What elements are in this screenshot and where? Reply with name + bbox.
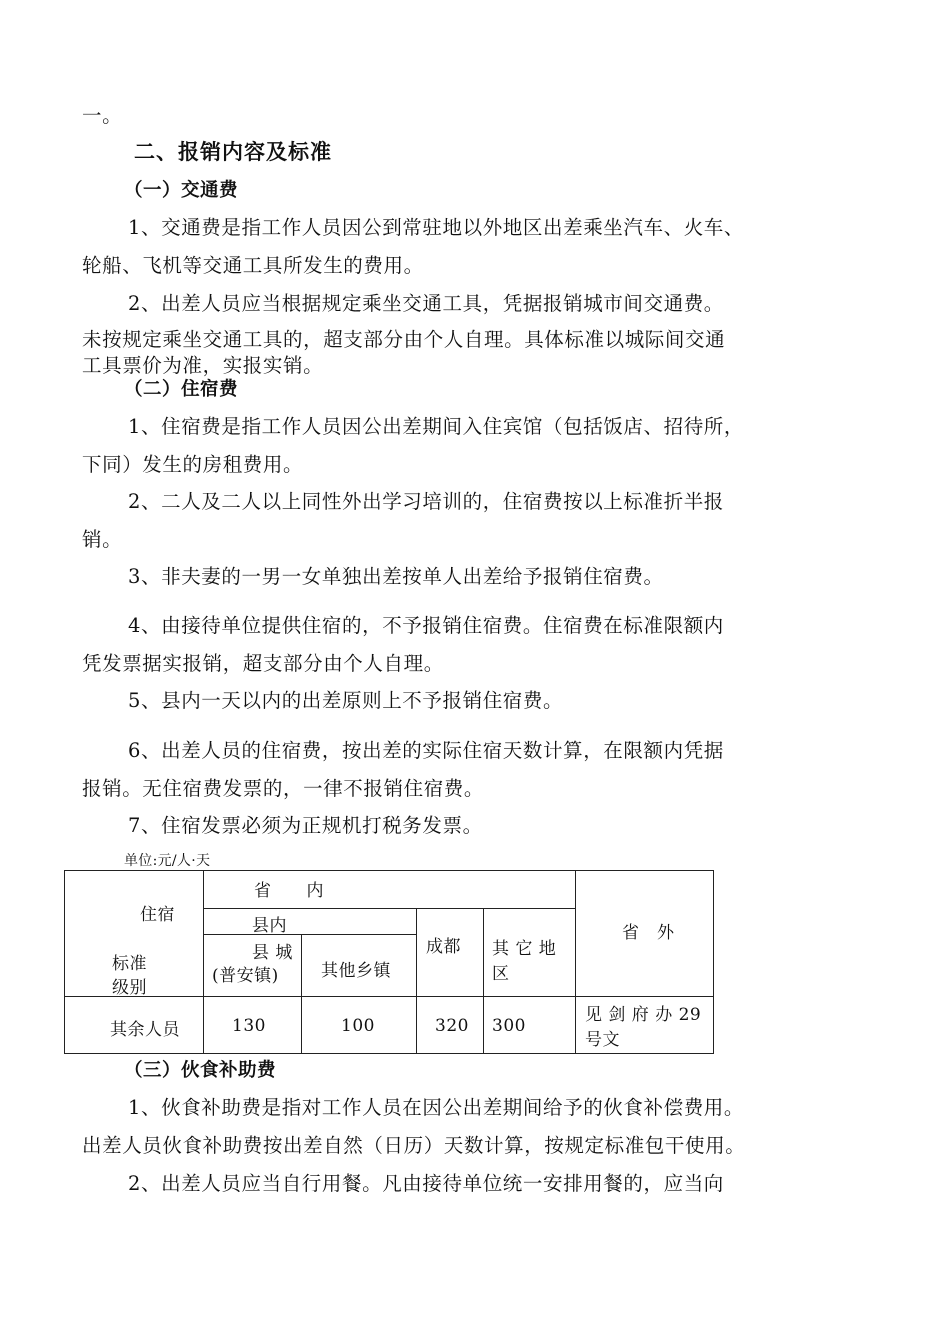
paragraph-meals-1-line-1: 1、伙食补助费是指对工作人员在因公出差期间给予的伙食补偿费用。	[128, 1096, 745, 1119]
paragraph-lodging-2-line-1: 2、二人及二人以上同性外出学习培训的，住宿费按以上标准折半报	[128, 490, 724, 513]
paragraph-lodging-5: 5、县内一天以内的出差原则上不予报销住宿费。	[128, 689, 564, 712]
continued-line-fragment: 一。	[82, 104, 123, 127]
table-cell-out-province: 见 剑 府 办 29	[585, 1005, 702, 1025]
table-cell-county-town: 130	[232, 1016, 266, 1036]
paragraph-transport-1-line-2: 轮船、飞机等交通工具所发生的费用。	[82, 254, 424, 277]
paragraph-transport-1-line-1: 1、交通费是指工作人员因公到常驻地以外地区出差乘坐汽车、火车、	[128, 216, 745, 239]
paragraph-transport-2-line-3: 工具票价为准，实报实销。	[82, 354, 324, 377]
table-cell-out-province-2: 号文	[585, 1030, 620, 1050]
table-hline-county	[203, 934, 416, 935]
table-corner-standard: 标准	[112, 954, 147, 974]
table-header-other-area-2: 区	[492, 964, 510, 984]
table-cell-other-towns: 100	[341, 1016, 375, 1036]
table-hline-province	[203, 908, 575, 909]
table-border-top	[64, 870, 714, 871]
lodging-standard-table	[64, 870, 714, 1054]
paragraph-lodging-4-line-2: 凭发票据实报销，超支部分由个人自理。	[82, 652, 444, 675]
table-vline-4	[483, 908, 484, 1054]
table-unit-note: 单位:元/人·天	[124, 853, 211, 869]
paragraph-meals-1-line-2: 出差人员伙食补助费按出差自然（日历）天数计算，按规定标准包干使用。	[82, 1134, 746, 1157]
table-header-out-province: 省 外	[622, 923, 675, 943]
paragraph-lodging-4-line-1: 4、由接待单位提供住宿的，不予报销住宿费。住宿费在标准限额内	[128, 614, 724, 637]
paragraph-meals-2: 2、出差人员应当自行用餐。凡由接待单位统一安排用餐的，应当向	[128, 1172, 724, 1195]
table-header-in-province: 省 内	[254, 881, 324, 901]
table-header-other-towns: 其他乡镇	[321, 961, 391, 981]
subsection-title-transport: （一）交通费	[124, 180, 239, 201]
table-border-right	[713, 870, 714, 1054]
paragraph-lodging-1-line-1: 1、住宿费是指工作人员因公出差期间入住宾馆（包括饭店、招待所，	[128, 415, 745, 438]
table-header-county-town-sub: (普安镇)	[212, 966, 279, 986]
table-vline-5	[575, 870, 576, 1054]
table-row-label: 其余人员	[110, 1020, 180, 1040]
table-header-county-town: 县 城	[252, 943, 293, 963]
paragraph-transport-2-line-2: 未按规定乘坐交通工具的，超支部分由个人自理。具体标准以城际间交通	[82, 328, 726, 351]
table-cell-chengdu: 320	[435, 1016, 469, 1036]
paragraph-lodging-6-line-1: 6、出差人员的住宿费，按出差的实际住宿天数计算，在限额内凭据	[128, 739, 724, 762]
paragraph-lodging-6-line-2: 报销。无住宿费发票的，一律不报销住宿费。	[82, 777, 485, 800]
paragraph-lodging-1-line-2: 下同）发生的房租费用。	[82, 453, 304, 476]
table-vline-3	[416, 908, 417, 1054]
table-vline-1	[203, 870, 204, 1054]
table-corner-level: 级别	[112, 978, 147, 998]
table-border-left	[64, 870, 65, 1054]
table-cell-other-area: 300	[492, 1016, 526, 1036]
table-hline-header-bottom	[64, 996, 714, 997]
table-vline-2	[301, 934, 302, 1054]
paragraph-lodging-7: 7、住宿发票必须为正规机打税务发票。	[128, 814, 483, 837]
subsection-title-lodging: （二）住宿费	[124, 379, 239, 400]
paragraph-transport-2-line-1: 2、出差人员应当根据规定乘坐交通工具，凭据报销城市间交通费。	[128, 292, 724, 315]
table-header-in-county: 县内	[252, 916, 287, 936]
table-header-other-area: 其 它 地	[492, 939, 557, 959]
subsection-title-meals: （三）伙食补助费	[124, 1060, 277, 1081]
table-corner-lodging: 住宿	[140, 905, 175, 925]
section-title: 二、报销内容及标准	[134, 140, 332, 164]
table-header-chengdu: 成都	[426, 937, 461, 957]
table-border-bottom	[64, 1053, 714, 1054]
paragraph-lodging-2-line-2: 销。	[82, 528, 123, 551]
paragraph-lodging-3: 3、非夫妻的一男一女单独出差按单人出差给予报销住宿费。	[128, 565, 664, 588]
